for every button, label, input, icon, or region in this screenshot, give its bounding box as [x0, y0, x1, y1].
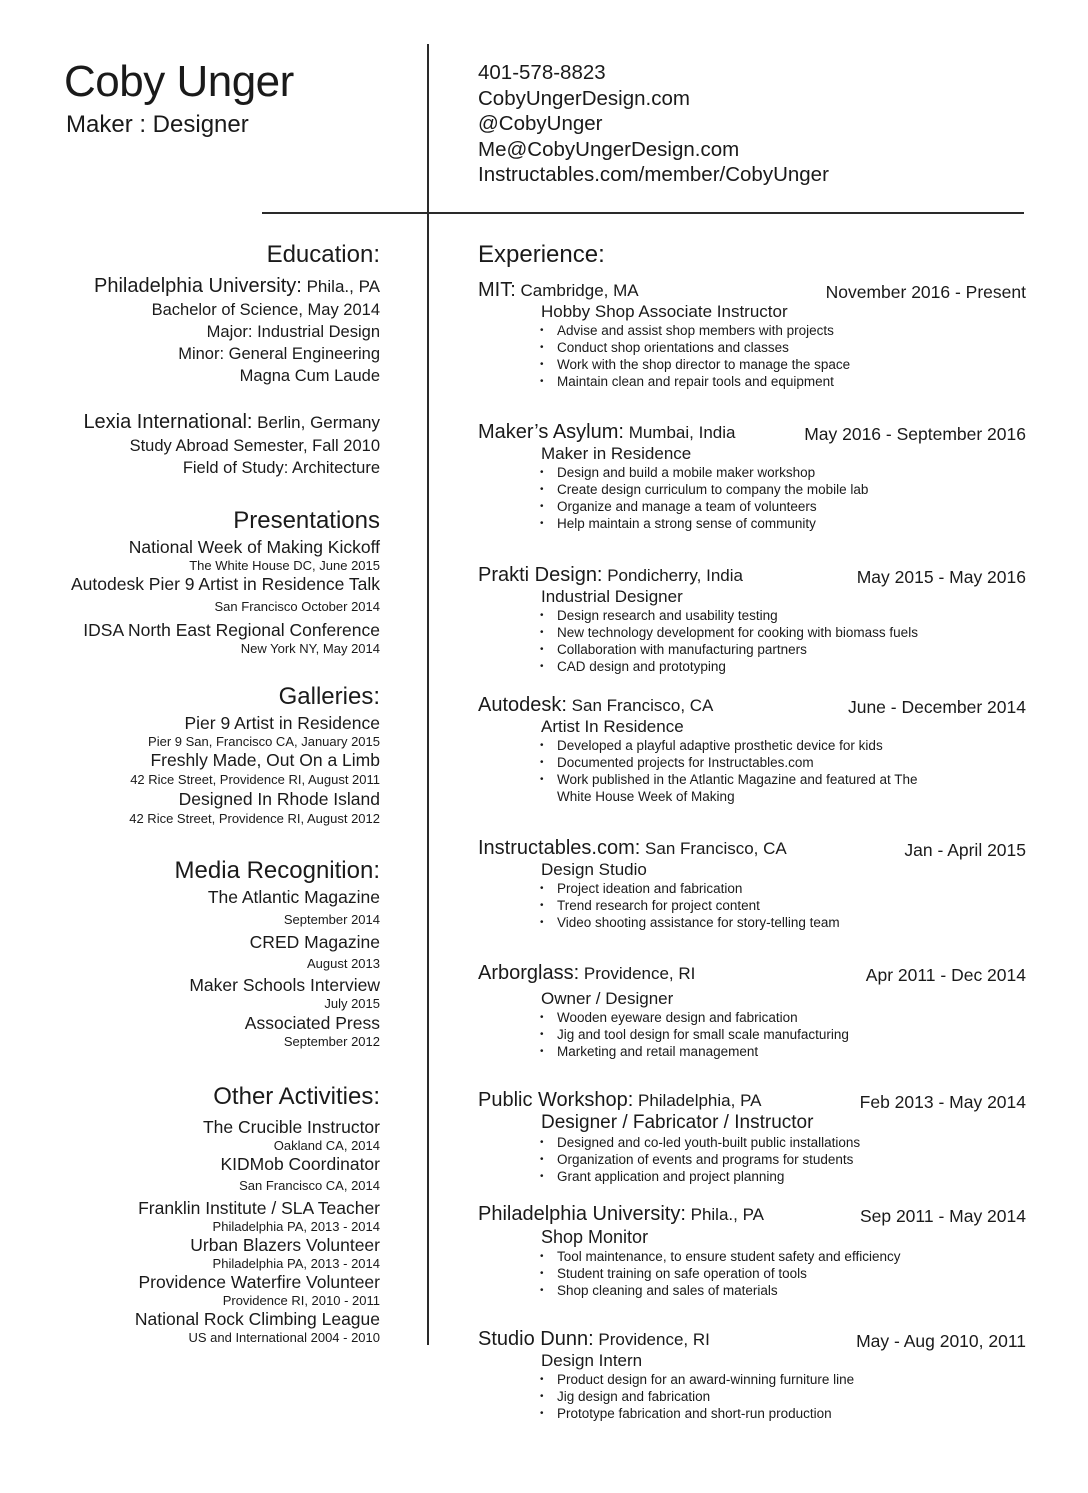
job-entry — [478, 961, 1026, 1060]
media-detail: September 2012 — [283, 1034, 380, 1049]
gallery-detail: Pier 9 San, Francisco CA, January 2015 — [148, 734, 380, 749]
job-dates: May - Aug 2010, 2011 — [856, 1331, 1026, 1351]
job-bullet: • Shop cleaning and sales of materials — [540, 1282, 1026, 1299]
school-line: Major: Industrial Design — [206, 323, 380, 341]
job-title: Shop Monitor — [541, 1227, 649, 1247]
education-section — [40, 240, 380, 479]
job-title: Owner / Designer — [541, 989, 674, 1008]
contact-block — [478, 60, 829, 188]
job-org-line — [478, 961, 695, 986]
media-detail: July 2015 — [324, 996, 380, 1011]
job-bullet: • Tool maintenance, to ensure student safety and efficiency — [540, 1248, 1026, 1265]
job-org: Prakti Design: — [478, 564, 603, 586]
job-bullets — [540, 1009, 1026, 1060]
job-title: Artist In Residence — [541, 717, 684, 736]
job-header — [478, 1202, 1026, 1226]
media-detail: August 2013 — [306, 956, 380, 971]
job-location: Providence, RI — [579, 964, 696, 983]
job-dates: Sep 2011 - May 2014 — [859, 1206, 1026, 1226]
horizontal-divider — [262, 212, 1024, 214]
job-header — [478, 836, 1026, 860]
job-header — [478, 961, 1026, 985]
job-bullet: • Create design curriculum to company the mobile lab — [540, 481, 1026, 498]
gallery-title: Pier 9 Artist in Residence — [184, 713, 380, 733]
job-header — [478, 693, 1026, 717]
job-org: Arborglass: — [478, 962, 580, 984]
activities-section — [40, 1082, 380, 1345]
job-org-line — [478, 1327, 710, 1352]
job-bullet: • Grant application and project planning — [540, 1168, 1026, 1185]
activity-detail: US and International 2004 - 2010 — [188, 1330, 380, 1345]
activity-detail: San Francisco CA, 2014 — [239, 1178, 380, 1193]
section-heading: Presentations — [233, 507, 380, 534]
school-line: Field of Study: Architecture — [182, 459, 380, 477]
job-location: Philadelphia, PA — [633, 1091, 762, 1110]
job-bullet: • Product design for an award-winning furniture line — [540, 1371, 1026, 1388]
job-title: Maker in Residence — [541, 444, 692, 463]
contact-instructables[interactable]: Instructables.com/member/CobyUnger — [478, 163, 829, 186]
job-bullet: • Organize and manage a team of volunteers — [540, 498, 1026, 515]
media-section — [40, 856, 380, 1050]
contact-website[interactable]: CobyUngerDesign.com — [478, 86, 690, 110]
school-location: Berlin, Germany — [252, 413, 380, 432]
activity-title: Providence Waterfire Volunteer — [138, 1272, 380, 1292]
job-entry — [478, 1327, 1026, 1422]
job-title: Designer / Fabricator / Instructor — [541, 1112, 814, 1133]
job-bullet: • Student training on safe operation of tools — [540, 1265, 1026, 1282]
activity-detail: Oakland CA, 2014 — [273, 1138, 380, 1153]
job-org-line — [478, 563, 743, 588]
school-name-line — [40, 410, 380, 435]
job-bullet: • Video shooting assistance for story-telling team — [540, 914, 1026, 931]
job-entry — [478, 278, 1026, 390]
contact-email[interactable]: Me@CobyUngerDesign.com — [478, 137, 740, 161]
job-entry — [478, 420, 1026, 532]
school-location: Phila., PA — [301, 277, 380, 296]
job-org-line — [478, 693, 713, 718]
presentations-section — [40, 506, 380, 656]
job-org: MIT: — [478, 279, 516, 301]
gallery-title: Designed In Rhode Island — [178, 789, 380, 809]
gallery-detail: 42 Rice Street, Providence RI, August 2011 — [130, 772, 380, 787]
media-title: Maker Schools Interview — [189, 975, 380, 995]
presentation-title: Autodesk Pier 9 Artist in Residence Talk — [70, 574, 380, 594]
media-title: CRED Magazine — [249, 932, 380, 952]
job-entry — [478, 693, 1026, 805]
job-header — [478, 420, 1026, 444]
vertical-divider — [427, 44, 429, 1345]
job-bullet: • Developed a playful adaptive prosthetic device for kids — [540, 737, 940, 754]
activity-title: Urban Blazers Volunteer — [190, 1235, 380, 1255]
job-title: Industrial Designer — [541, 587, 683, 606]
gallery-detail: 42 Rice Street, Providence RI, August 2012 — [129, 811, 380, 826]
job-bullet: • Work published in the Atlantic Magazine and featured at The White House Week of Making — [540, 771, 940, 805]
job-bullet: • Marketing and retail management — [540, 1043, 1026, 1060]
job-header — [478, 563, 1026, 587]
school-line: Magna Cum Laude — [239, 367, 380, 385]
job-location: San Francisco, CA — [566, 696, 714, 715]
media-detail: September 2014 — [283, 912, 380, 927]
job-bullet: • Designed and co-led youth-built public installations — [540, 1134, 1026, 1151]
presentation-detail: New York NY, May 2014 — [240, 641, 380, 656]
job-location: Cambridge, MA — [515, 281, 639, 300]
job-bullet: • Collaboration with manufacturing partners — [540, 641, 1026, 658]
job-title: Hobby Shop Associate Instructor — [541, 302, 788, 321]
contact-phone: 401-578-8823 — [478, 61, 606, 84]
job-dates: May 2016 - September 2016 — [804, 424, 1026, 444]
job-location: Phila., PA — [685, 1205, 765, 1224]
job-bullets — [540, 464, 1026, 532]
job-org: Autodesk: — [478, 694, 567, 716]
job-location: Pondicherry, India — [602, 566, 743, 585]
media-title: Associated Press — [244, 1013, 380, 1033]
school-line: Study Abroad Semester, Fall 2010 — [129, 437, 380, 455]
job-dates: Feb 2013 - May 2014 — [859, 1092, 1026, 1112]
job-bullets — [540, 1371, 1026, 1422]
section-heading: Media Recognition: — [174, 857, 380, 884]
job-bullets — [540, 880, 1026, 931]
presentation-title: IDSA North East Regional Conference — [83, 620, 380, 640]
job-location: Mumbai, India — [623, 423, 736, 442]
section-heading: Other Activities: — [213, 1083, 380, 1110]
school-line: Bachelor of Science, May 2014 — [151, 301, 380, 319]
resume-name: Coby Unger — [64, 57, 294, 106]
job-org-line — [478, 278, 639, 303]
activity-detail: Philadelphia PA, 2013 - 2014 — [212, 1256, 380, 1271]
job-bullet: • Conduct shop orientations and classes — [540, 339, 1026, 356]
job-bullet: • Design research and usability testing — [540, 607, 1026, 624]
job-entry — [478, 1202, 1026, 1299]
job-bullet: • Prototype fabrication and short-run production — [540, 1405, 1026, 1422]
galleries-section — [40, 682, 380, 827]
job-dates: Jan - April 2015 — [904, 840, 1026, 860]
job-bullet: • Advise and assist shop members with projects — [540, 322, 1026, 339]
job-dates: June - December 2014 — [847, 697, 1026, 717]
job-bullet: • Project ideation and fabrication — [540, 880, 1026, 897]
presentation-detail: San Francisco October 2014 — [214, 599, 380, 614]
job-bullets — [540, 1134, 1026, 1185]
experience-heading: Experience: — [478, 241, 605, 268]
job-bullet: • Help maintain a strong sense of community — [540, 515, 1026, 532]
activity-title: Franklin Institute / SLA Teacher — [138, 1198, 380, 1218]
media-title: The Atlantic Magazine — [207, 887, 380, 907]
job-bullet: • Wooden eyeware design and fabrication — [540, 1009, 1026, 1026]
job-bullet: • Trend research for project content — [540, 897, 1026, 914]
job-org: Philadelphia University: — [478, 1203, 686, 1225]
section-heading: Galleries: — [278, 683, 380, 710]
job-dates: November 2016 - Present — [825, 282, 1026, 302]
job-org-line — [478, 1202, 764, 1227]
job-bullets — [540, 737, 940, 805]
job-location: San Francisco, CA — [640, 839, 787, 858]
job-title: Design Studio — [541, 860, 647, 879]
job-bullet: • CAD design and prototyping — [540, 658, 1026, 675]
job-bullet: • Organization of events and programs for students — [540, 1151, 1026, 1168]
job-bullets — [540, 322, 1026, 390]
job-bullets — [540, 1248, 1026, 1299]
job-dates: Apr 2011 - Dec 2014 — [865, 965, 1026, 985]
gallery-title: Freshly Made, Out On a Limb — [150, 750, 380, 770]
job-bullet: • Documented projects for Instructables.com — [540, 754, 940, 771]
job-bullet: • Work with the shop director to manage the space — [540, 356, 1026, 373]
school-line: Minor: General Engineering — [178, 345, 380, 363]
school-name: Lexia International: — [83, 411, 253, 433]
presentation-detail: The White House DC, June 2015 — [189, 558, 380, 573]
job-org: Instructables.com: — [478, 837, 641, 859]
job-entry — [478, 1088, 1026, 1185]
job-bullet: • Jig design and fabrication — [540, 1388, 1026, 1405]
section-heading: Education: — [266, 241, 380, 268]
job-org-line — [478, 836, 787, 861]
job-bullet: • Design and build a mobile maker workshop — [540, 464, 1026, 481]
job-entry — [478, 836, 1026, 931]
resume-tagline: Maker : Designer — [66, 111, 249, 138]
job-bullet: • Jig and tool design for small scale manufacturing — [540, 1026, 1026, 1043]
activity-detail: Providence RI, 2010 - 2011 — [222, 1293, 380, 1308]
job-header — [478, 1327, 1026, 1351]
job-org: Public Workshop: — [478, 1089, 634, 1111]
school-name: Philadelphia University: — [93, 275, 302, 297]
job-bullet: • Maintain clean and repair tools and equipment — [540, 373, 1026, 390]
job-org: Maker’s Asylum: — [478, 421, 624, 443]
activity-title: KIDMob Coordinator — [220, 1154, 380, 1174]
job-bullet: • New technology development for cooking with biomass fuels — [540, 624, 1026, 641]
activity-detail: Philadelphia PA, 2013 - 2014 — [212, 1219, 380, 1234]
activity-title: National Rock Climbing League — [134, 1309, 380, 1329]
job-header — [478, 1088, 1026, 1112]
job-entry — [478, 563, 1026, 675]
job-org-line — [478, 1088, 761, 1113]
activity-title: The Crucible Instructor — [202, 1117, 380, 1137]
job-org: Studio Dunn: — [478, 1328, 594, 1350]
job-bullets — [540, 607, 1026, 675]
job-location: Providence, RI — [593, 1330, 710, 1349]
job-title: Design Intern — [541, 1351, 643, 1370]
school-name-line — [40, 274, 380, 299]
contact-handle: @CobyUnger — [478, 112, 603, 135]
job-org-line — [478, 420, 735, 445]
job-header — [478, 278, 1026, 302]
presentation-title: National Week of Making Kickoff — [128, 537, 380, 557]
job-dates: May 2015 - May 2016 — [856, 567, 1026, 587]
